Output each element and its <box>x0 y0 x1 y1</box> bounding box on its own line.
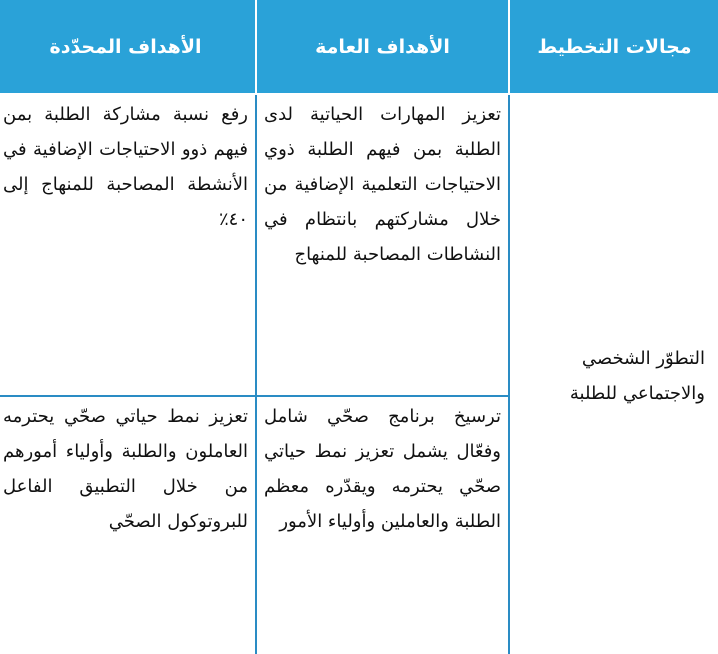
header-general-goals: الأهداف العامة <box>256 0 509 94</box>
table-row <box>0 94 718 396</box>
table-header-row <box>0 0 718 94</box>
header-specific-goals: الأهداف المحدّدة <box>0 0 256 94</box>
specific-goal-cell: تعزيز نمط حياتي صحّي يحترمه العاملون والطلبة وأولياء أمورهم من خلال التطبيق الفاعل للبروتوكول الصحّي <box>0 396 256 654</box>
planning-area-cell: التطوّر الشخصي والاجتماعي للطلبة <box>509 94 718 654</box>
header-planning-areas: مجالات التخطيط <box>509 0 718 94</box>
general-goal-cell: تعزيز المهارات الحياتية لدى الطلبة بمن فيهم الطلبة ذوي الاحتياجات التعلمية الإضافية من خلال مشاركتهم بانتظام في النشاطات المصاحبة للمنهاج <box>256 94 509 396</box>
general-goal-cell: ترسيخ برنامج صحّي شامل وفعّال يشمل تعزيز نمط حياتي صحّي يحترمه ويقدّره معظم الطلبة والعاملين وأولياء الأمور <box>256 396 509 654</box>
specific-goal-cell: رفع نسبة مشاركة الطلبة بمن فيهم ذوو الاحتياجات الإضافية في الأنشطة المصاحبة للمنهاج إلى ٤٠٪ <box>0 94 256 396</box>
